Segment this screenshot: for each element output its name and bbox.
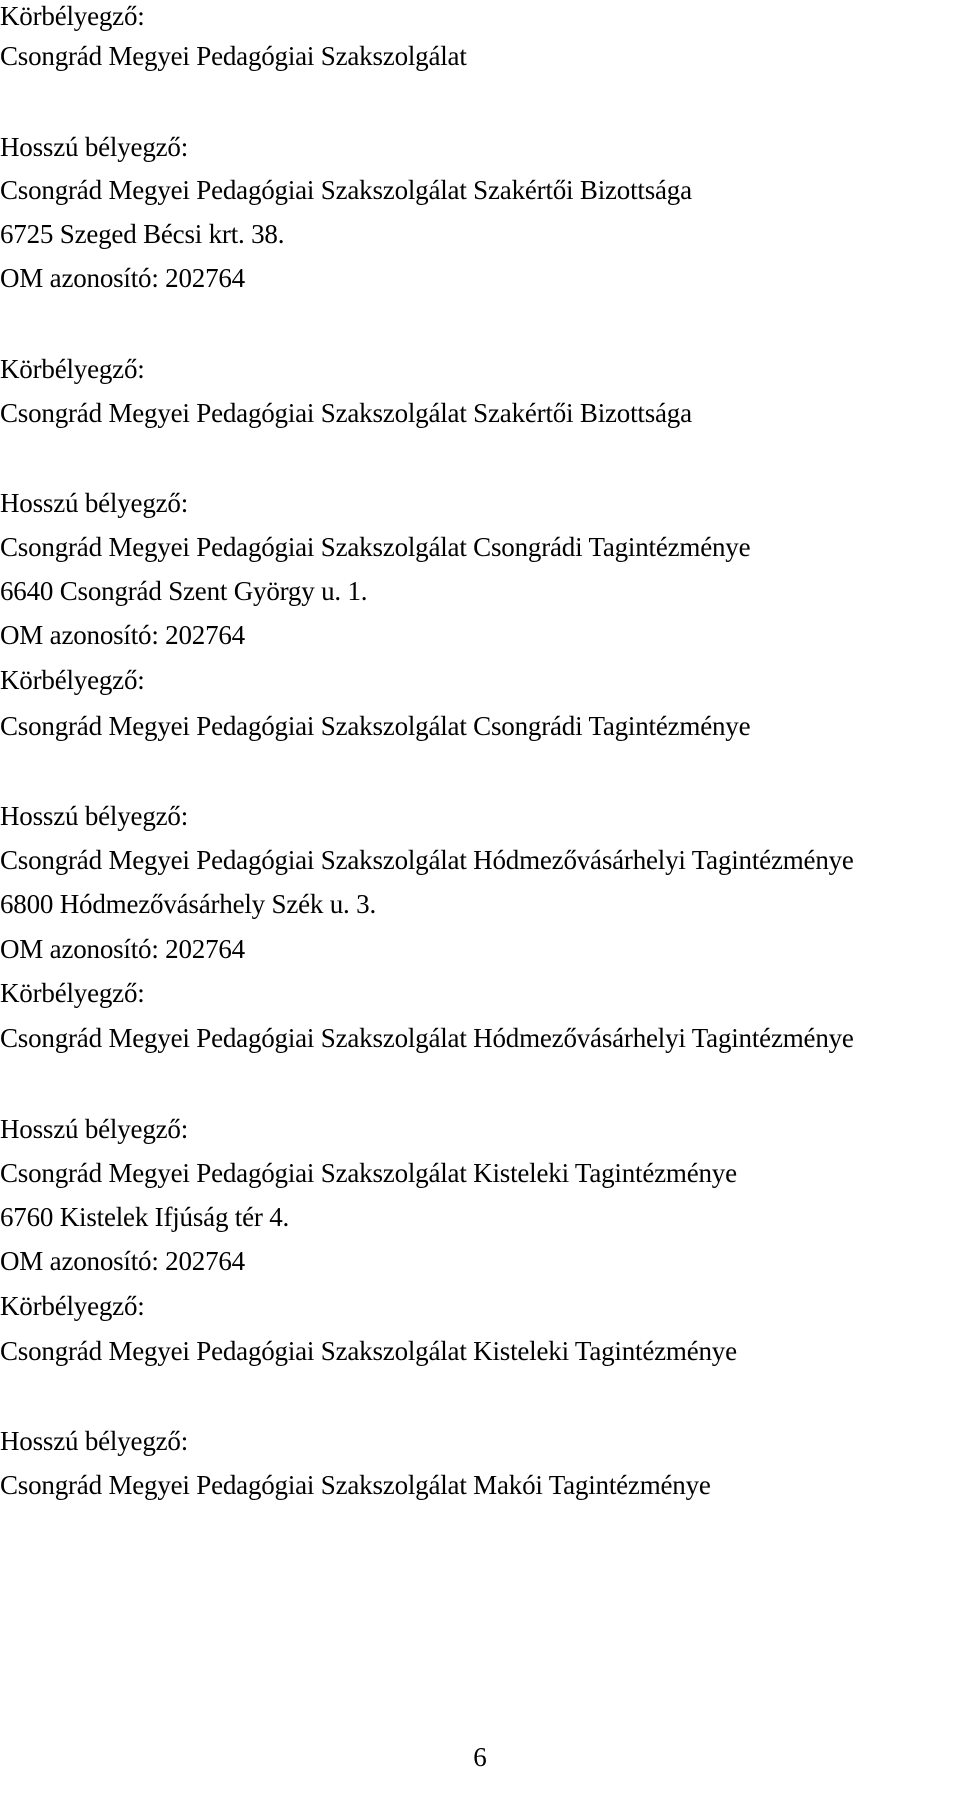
stamp-text: Csongrád Megyei Pedagógiai Szakszolgálat Szakértői Bizottsága [0,398,692,428]
stamp-label: Körbélyegző: [0,1291,145,1321]
stamp-label: Hosszú bélyegző: [0,801,189,831]
stamp-text: Csongrád Megyei Pedagógiai Szakszolgálat Szakértői Bizottsága [0,175,692,205]
stamp-text: Csongrád Megyei Pedagógiai Szakszolgálat Hódmezővásárhelyi Tagintézménye [0,845,854,875]
stamp-label: Körbélyegző: [0,354,145,384]
address-line: 6800 Hódmezővásárhely Szék u. 3. [0,889,377,919]
page-number: 6 [473,1742,487,1772]
stamp-text: Csongrád Megyei Pedagógiai Szakszolgálat Csongrádi Tagintézménye [0,711,751,741]
stamp-label: Hosszú bélyegző: [0,1114,189,1144]
address-line: 6760 Kistelek Ifjúság tér 4. [0,1202,290,1232]
om-id-line: OM azonosító: 202764 [0,263,245,293]
stamp-label: Körbélyegző: [0,978,145,1008]
stamp-label: Körbélyegző: [0,1,145,31]
om-id-line: OM azonosító: 202764 [0,934,245,964]
om-id-line: OM azonosító: 202764 [0,1246,245,1276]
stamp-label: Hosszú bélyegző: [0,1426,189,1456]
stamp-text: Csongrád Megyei Pedagógiai Szakszolgálat Kisteleki Tagintézménye [0,1158,737,1188]
stamp-label: Hosszú bélyegző: [0,132,189,162]
stamp-text: Csongrád Megyei Pedagógiai Szakszolgálat [0,41,467,71]
address-line: 6640 Csongrád Szent György u. 1. [0,576,368,606]
stamp-label: Hosszú bélyegző: [0,488,189,518]
address-line: 6725 Szeged Bécsi krt. 38. [0,219,285,249]
stamp-text: Csongrád Megyei Pedagógiai Szakszolgálat Kisteleki Tagintézménye [0,1336,737,1366]
stamp-text: Csongrád Megyei Pedagógiai Szakszolgálat Csongrádi Tagintézménye [0,532,751,562]
om-id-line: OM azonosító: 202764 [0,620,245,650]
stamp-text: Csongrád Megyei Pedagógiai Szakszolgálat Makói Tagintézménye [0,1470,711,1500]
stamp-label: Körbélyegző: [0,665,145,695]
stamp-text: Csongrád Megyei Pedagógiai Szakszolgálat Hódmezővásárhelyi Tagintézménye [0,1023,854,1053]
